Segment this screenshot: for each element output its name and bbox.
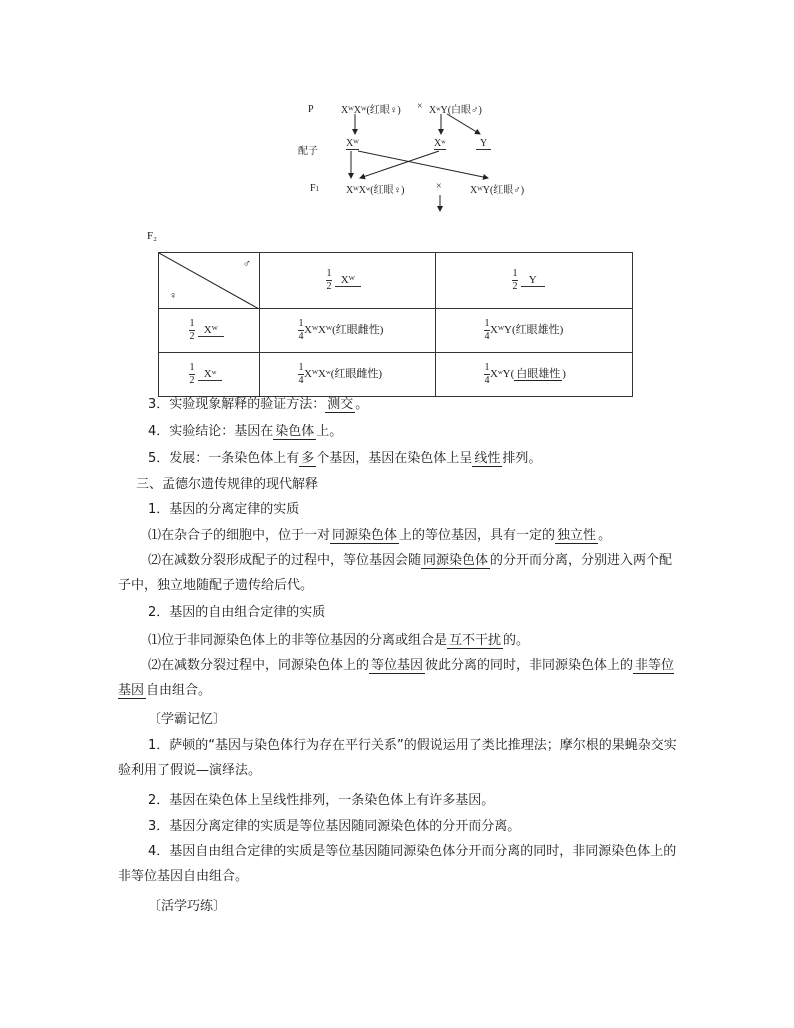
f1-female: XᵂXʷ(红眼♀) [346,185,405,196]
f1-male: XᵂY(红眼♂) [470,185,525,196]
gamete-row-xw: Xᵂ [198,324,224,337]
header-row-2: $\frac{1}{2}$ Xʷ [159,353,260,397]
cross-symbol: × [417,101,423,112]
subsection-1-heading: 1．基因的分离定律的实质 [148,502,300,517]
f2-label: F₂ [147,230,157,242]
memory-heading: 〔学霸记忆〕 [148,712,227,727]
line-3-verification: 3．实验现象解释的验证方法： 测交 。 [148,397,369,412]
header-col-2: $\frac{1}{2}$ Y [436,253,633,309]
memory-item-1: 1．萨顿的“基因与染色体行为存在平行关系”的假说运用了类比推理法；摩尔根的果蝇杂交实验利用了假说—演绎法。 [118,738,677,778]
memory-item-4: 4．基因自由组合定律的实质是等位基因随同源染色体分开而分离的同时，非同源染色体上的非等位基因自由组合。 [118,844,677,884]
cell-xwxw: $\frac{1}{4}$ XᵂXᵂ(红眼雌性) [260,309,436,353]
parent-female: XᵂXᵂ(红眼♀) [341,105,401,116]
subsection-2-heading: 2．基因的自由组合定律的实质 [148,605,326,620]
header-col-1: $\frac{1}{2}$ Xᵂ [260,253,436,309]
practice-heading: 〔活学巧练〕 [148,899,227,914]
row-label-f1: F1 [310,183,320,194]
gamete-female: Xᵂ [346,138,359,149]
row-label-gamete: 配子 [298,146,318,157]
gamete-col-y: Y [521,274,545,287]
female-symbol: ♀ [169,290,178,302]
header-row-1: $\frac{1}{2}$ Xᵂ [159,309,260,353]
cell-xwxw-hetero: $\frac{1}{4}$ XᵂXʷ(红眼雌性) [260,353,436,397]
memory-item-2: 2．基因在染色体上呈线性排列，一条染色体上有许多基因。 [148,793,495,808]
section-3-heading: 三、孟德尔遗传规律的现代解释 [136,477,319,492]
gamete-male-x: Xʷ [434,138,446,149]
line-4-conclusion: 4．实验结论：基因在 染色体 上。 [148,424,343,439]
memory-item-3: 3．基因分离定律的实质是等位基因随同源染色体的分开而分离。 [148,819,521,834]
s2-point-2: ⑵在减数分裂过程中，同源染色体上的 等位基因 彼此分离的同时，非同源染色体上的 非等位基因 自由组合。 [118,658,675,698]
row-label-p: P [308,104,314,115]
s1-point-2: ⑵在减数分裂形成配子的过程中，等位基因会随 同源染色体 的分开而分离，分别进入两个配子中，独立地随配子遗传给后代。 [118,553,673,593]
gamete-row-xw-lower: Xʷ [198,368,223,381]
cell-xwy-red: $\frac{1}{4}$ XᵂY(红眼雄性) [436,309,633,353]
f2-punnett-table [158,252,633,397]
male-symbol: ♂ [242,258,251,270]
gamete-male-y: Y [476,138,491,150]
corner-cell [159,253,260,309]
line-5-development: 5．发展：一条染色体上有 多 个基因，基因在染色体上呈 线性 排列。 [148,451,542,466]
gamete-col-xw: Xᵂ [335,274,361,287]
s1-point-1: ⑴在杂合子的细胞中，位于一对 同源染色体 上的等位基因，具有一定的 独立性 。 [148,528,612,543]
s2-point-1: ⑴位于非同源染色体上的非等位基因的分离或组合是 互不干扰 的。 [148,633,530,648]
f1-cross-symbol: × [436,181,442,192]
cross-arrows [0,0,794,230]
parent-male: XʷY(白眼♂) [429,105,482,116]
cell-xwy-white: $\frac{1}{4}$ XʷY( 白眼雄性 ) [436,353,633,397]
